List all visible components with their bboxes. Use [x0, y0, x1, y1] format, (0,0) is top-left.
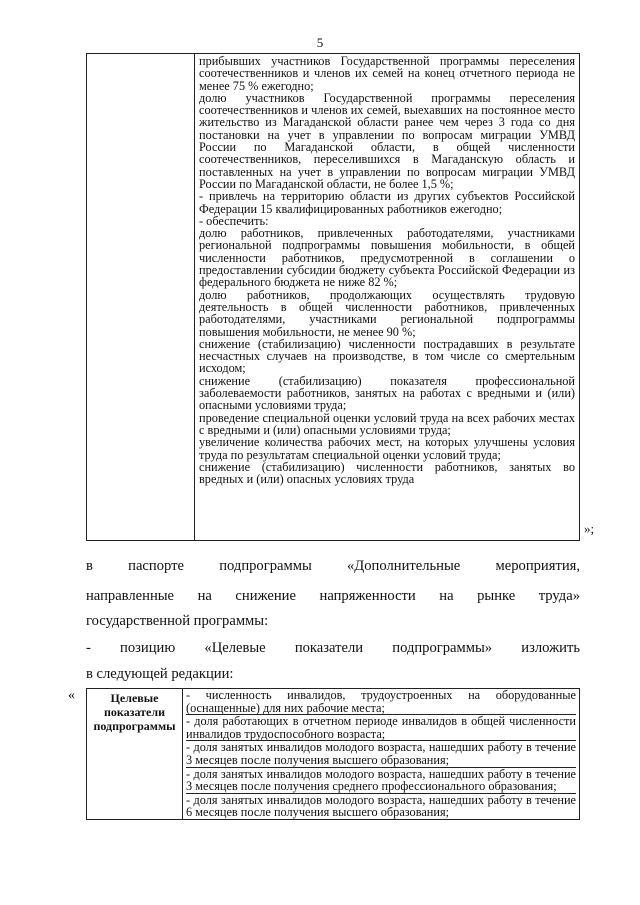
target-line: прибывших участников Государственной программы переселения соотечественников и членов их семей на конец отчетного периода не менее 75 % ежегодно; [199, 54, 575, 93]
target-line: долю участников Государственной программы переселения соотечественников и членов их семей, выехавших на постоянное место жительство из Магаданской области ранее чем через 3 года со дня постановки на учет в управлении по вопросам миграции УМВД России по Магаданской области, в общей численности соотечественников, переселившихся в Магаданскую область и поставленных на учет в управлении по вопросам миграции УМВД России по Магаданской области, не более 1,5 %; [199, 90, 575, 191]
targets-cell [195, 54, 580, 541]
targets-list [183, 689, 580, 820]
target-item: - доля занятых инвалидов молодого возраста, нашедших работу в течение 6 месяцев после получения высшего образования; [186, 792, 576, 820]
targets-heading: Целевые показатели подпрограммы [87, 689, 183, 820]
target-line: - привлечь на территорию области из других субъектов Российской Федерации 15 квалифицированных работников ежегодно; [199, 189, 575, 216]
page-number: 5 [316, 35, 324, 50]
target-item: - доля занятых инвалидов молодого возраста, нашедших работу в течение 3 месяцев после получения среднего профессионального образования; [186, 766, 576, 794]
paragraph-3: государственной программы: [86, 613, 269, 629]
target-line: проведение специальной оценки условий труда на всех рабочих местах с вредными и (или) опасными условиями труда; [199, 410, 575, 437]
target-line: долю работников, продолжающих осуществлять трудовую деятельность в общей численности работников, привлеченных работодателями, участниками региональной подпрограммы повышения мобильности, не менее 90 %; [199, 287, 575, 339]
target-item: - доля работающих в отчетном периоде инвалидов в общей численности инвалидов трудоспособного возраста; [186, 714, 576, 741]
target-line: снижение (стабилизацию) показателя профессиональной заболеваемости работников, занятых на работах с вредными и (или) опасными условиями труда; [199, 373, 575, 413]
paragraph-4: - позицию «Целевые показатели подпрограммы» изложить [86, 640, 580, 656]
target-item: - численность инвалидов, трудоустроенных на оборудованные (оснащенные) для них рабочие места; [186, 688, 576, 715]
target-line: долю работников, привлеченных работодателями, участниками региональной подпрограммы повышения мобильности, в общей численности работников, предусмотренной в соглашении о предоставлении субсидии бюджету субъекта Российской Федерации из федерального бюджета не ниже 82 %; [199, 226, 575, 290]
targets-table-continued [86, 53, 580, 541]
target-line: снижение (стабилизацию) численности пострадавших в результате несчастных случаев на производстве, в том числе со смертельным исходом; [199, 336, 575, 376]
subprogram-targets-table [86, 688, 580, 820]
paragraph-5: в следующей редакции: [86, 666, 234, 682]
target-line: снижение (стабилизацию) численности работников, занятых во вредных и (или) опасных условиях труда [199, 459, 575, 487]
paragraph-1: в паспорте подпрограммы «Дополнительные мероприятия, [86, 558, 580, 574]
target-item: - доля занятых инвалидов молодого возраста, нашедших работу в течение 3 месяцев после получения высшего образования; [186, 740, 576, 767]
target-line: - обеспечить: [199, 213, 269, 228]
target-line: увеличение количества рабочих мест, на которых улучшены условия труда по результатам специальной оценки условий труда; [199, 435, 575, 462]
opening-quote: « [68, 688, 75, 703]
closing-quote: »; [584, 521, 595, 536]
paragraph-2: направленные на снижение напряженности на рынке труда» [86, 588, 580, 604]
empty-left-cell [87, 54, 195, 541]
